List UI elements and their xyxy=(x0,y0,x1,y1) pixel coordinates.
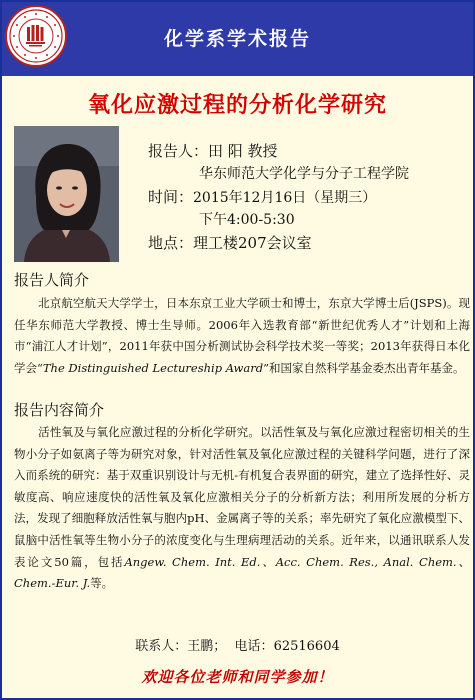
speaker-photo xyxy=(14,126,119,262)
location-row xyxy=(148,232,468,255)
location-label: 地点： xyxy=(148,234,194,252)
abstract-heading: 报告内容简介 xyxy=(14,401,105,419)
bio-paragraph xyxy=(14,293,470,379)
bio-award: The Distinguished Lectureship Award xyxy=(42,360,264,375)
phone-label: 电话： xyxy=(234,639,274,654)
time-row xyxy=(148,186,468,209)
talk-info xyxy=(148,140,468,255)
abstract-journals: Angew. Chem. Int. Ed.、Acc. Chem. Res., Anal. Chem.、Chem.-Eur. J. xyxy=(14,554,471,591)
talk-hours: 下午4:00-5:30 xyxy=(199,212,295,228)
header-title: 化学系学术报告 xyxy=(163,28,311,50)
speaker-name: 田 阳 教授 xyxy=(208,142,278,160)
welcome-message: 欢迎各位老师和同学参加！ xyxy=(141,668,334,686)
header-banner xyxy=(2,2,473,76)
bio-text-1: 北京航空航天大学学士，日本东京工业大学硕士和博士，东京大学博士后(JSPS)。现任华东师范大学教授、博士生导师。2006年入选教育部“新世纪优秀人才”计划和上海市“浦江人才计划”，2011年获中国分析测试协会科学技术奖一等奖；2013年获得日本化学会“ xyxy=(14,296,470,375)
speaker-row xyxy=(148,140,468,163)
bio-text-2: ”和国家自然科学基金委杰出青年基金。 xyxy=(263,360,465,375)
talk-title: 氧化应激过程的分析化学研究 xyxy=(87,92,387,118)
abstract-text-1: 活性氧及与氧化应激过程的分析化学研究。以活性氧及与氧化应激过程密切相关的生物小分子如氨离子等为研究对象，针对活性氧及氧化应激过程的关键科学问题，进行了深入而系统的研究：基于双重识别设计与无机-有机复合表界面的研究，建立了选择性好、灵敏度高、响应速度快的活性氧及氧化应激相关分子的分析新方法；利用所发展的分析方法，发现了细胞释放活性氧与胞内pH、金属离子等的关系；率先研究了氧化应激模型下、鼠脑中活性氧等生物小分子的浓度变化与生理病理活动的关系。近年来，以通讯联系人发表论文50篇，包括 xyxy=(14,425,470,569)
contact-line xyxy=(2,635,473,654)
contact-label: 联系人： xyxy=(135,639,188,654)
phone-number: 62516604 xyxy=(273,639,340,654)
speaker-affiliation: 华东师范大学化学与分子工程学院 xyxy=(199,166,409,182)
abstract-text-2: 等。 xyxy=(90,576,114,591)
speaker-label: 报告人： xyxy=(148,142,209,160)
abstract-paragraph xyxy=(14,422,470,595)
contact-name: 王鹏； xyxy=(187,639,227,654)
talk-date: 2015年12月16日（星期三） xyxy=(193,190,377,206)
location-place: 理工楼207会议室 xyxy=(193,234,312,252)
bio-heading: 报告人简介 xyxy=(14,271,90,289)
time-label: 时间： xyxy=(148,188,194,206)
